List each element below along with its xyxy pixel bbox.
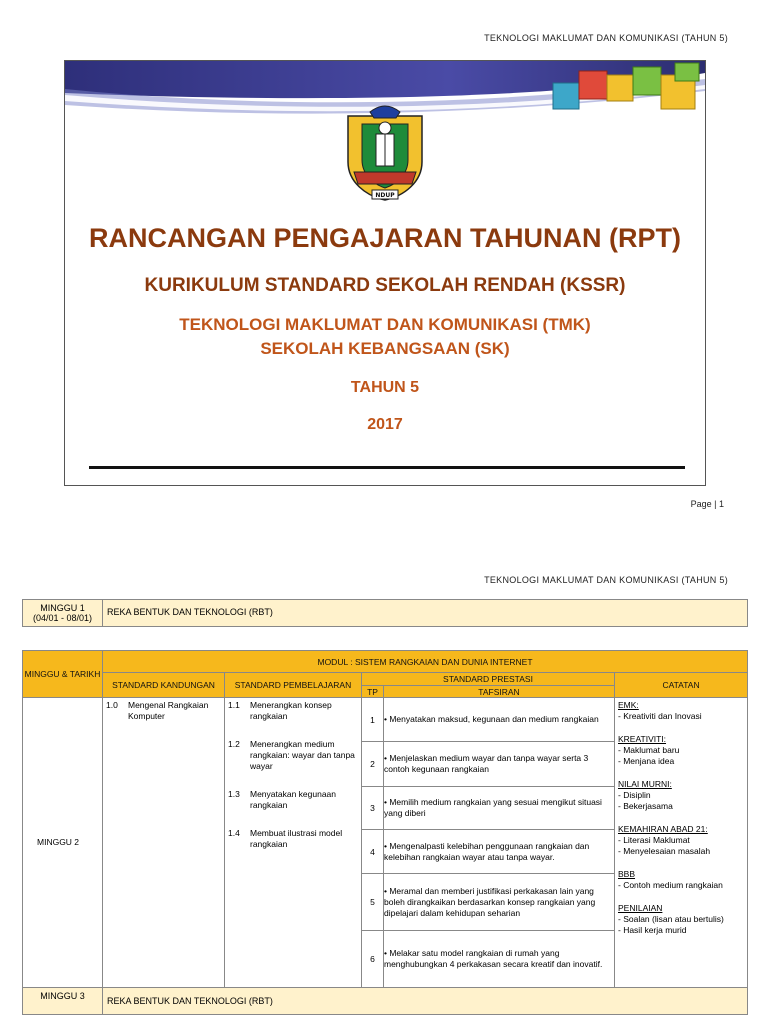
subject-title: TEKNOLOGI MAKLUMAT DAN KOMUNIKASI (TMK) (179, 315, 591, 334)
col-catatan-header (615, 673, 748, 698)
week1-cell (23, 600, 103, 626)
sp-item (225, 826, 361, 852)
catatan-section (618, 903, 744, 936)
tp-value: 2 (370, 759, 375, 769)
year-value: 2017 (367, 416, 403, 433)
sk-item (103, 698, 224, 724)
school-type: SEKOLAH KEBANGSAAN (SK) (260, 339, 510, 358)
divider-line (89, 466, 685, 469)
tafsiran-cell: • Menyatakan maksud, kegunaan dan medium rangkaian (384, 698, 615, 742)
catatan-item: - Literasi Maklumat (618, 835, 690, 845)
col-tp-header (362, 686, 384, 698)
catatan-heading: PENILAIAN (618, 903, 663, 913)
week3-label: MINGGU 3 (40, 991, 85, 1001)
tp-value: 4 (370, 846, 375, 857)
sk-cell (103, 698, 225, 988)
week3-cell (23, 988, 103, 1014)
tp-value: 5 (370, 897, 375, 907)
sp-text: Menyatakan kegunaan rangkaian (250, 789, 337, 810)
catatan-cell (615, 698, 748, 988)
page-number (691, 499, 724, 509)
tafsiran-text: Memilih medium rangkaian yang sesuai mengikut situasi yang diberi (384, 797, 602, 818)
sk-number: 1.0 (106, 700, 118, 710)
catatan-section (618, 824, 744, 857)
document-title: RANCANGAN PENGAJARAN TAHUNAN (RPT) (89, 223, 681, 253)
tafsiran-text: Melakar satu model rangkaian di rumah yang menghubungkan 4 perkakasan secara kreatif dan inovatif. (384, 948, 603, 969)
col-spr-header-text: STANDARD PRESTASI (443, 674, 533, 684)
week3-row (22, 987, 748, 1015)
tp-value: 1 (370, 714, 375, 725)
tp-value: 3 (370, 803, 375, 813)
cover-page (64, 60, 706, 486)
col-spr-header (362, 673, 615, 686)
tafsiran-cell: • Mengenalpasti kelebihan penggunaan rangkaian dan kelebihan rangkaian wayar atau tanpa wayar. (384, 830, 615, 874)
tp-cell (362, 787, 384, 830)
tafsiran-cell: • Menjelaskan medium wayar dan tanpa wayar serta 3 contoh kegunaan rangkaian (384, 742, 615, 787)
col-catatan-header-text: CATATAN (662, 680, 700, 690)
tp-cell (362, 830, 384, 874)
catatan-item: - Menjana idea (618, 756, 675, 766)
page-header: TEKNOLOGI MAKLUMAT DAN KOMUNIKASI (TAHUN 5) (484, 33, 728, 43)
week3-topic: REKA BENTUK DAN TEKNOLOGI (RBT) (107, 996, 273, 1006)
tp-value: 6 (370, 954, 375, 964)
document-subtitle: KURIKULUM STANDARD SEKOLAH RENDAH (KSSR) (144, 275, 626, 296)
tafsiran-text: Mengenalpasti kelebihan penggunaan rangkaian dan kelebihan rangkaian wayar atau tanpa wayar. (384, 840, 590, 862)
school-crest-logo (340, 104, 430, 202)
tafsiran-cell: • Memilih medium rangkaian yang sesuai mengikut situasi yang diberi (384, 787, 615, 830)
catatan-item: - Maklumat baru (618, 745, 680, 755)
rpt-table (22, 650, 748, 988)
col-week-header (23, 651, 103, 698)
catatan-section (618, 779, 744, 812)
catatan-section (618, 869, 744, 891)
week1-label: MINGGU 1 (40, 603, 85, 613)
col-tafsiran-header (384, 686, 615, 698)
catatan-heading: KEMAHIRAN ABAD 21: (618, 824, 708, 834)
sp-text: Menerangkan konsep rangkaian (250, 700, 332, 721)
col-sk-header (103, 673, 225, 698)
sk-text: Mengenal Rangkaian Komputer (128, 700, 209, 721)
col-tp-header-text: TP (367, 686, 378, 697)
catatan-item: - Soalan (lisan atau bertulis) (618, 914, 724, 924)
tafsiran-text: Menyatakan maksud, kegunaan dan medium rangkaian (389, 714, 599, 724)
sp-item (225, 787, 361, 813)
catatan-item: - Contoh medium rangkaian (618, 880, 723, 890)
catatan-item: - Disiplin (618, 790, 651, 800)
week1-dates: (04/01 - 08/01) (32, 613, 93, 623)
week1-topic: REKA BENTUK DAN TEKNOLOGI (RBT) (107, 607, 273, 617)
catatan-heading: EMK: (618, 700, 639, 710)
week-cell (23, 698, 103, 988)
sp-number: 1.3 (228, 789, 240, 799)
sp-item (225, 737, 361, 774)
sp-number: 1.4 (228, 828, 240, 838)
module-header-text: MODUL : SISTEM RANGKAIAN DAN DUNIA INTERNET (317, 656, 533, 667)
col-sk-header-text: STANDARD KANDUNGAN (112, 680, 215, 690)
sp-item (225, 698, 361, 724)
svg-text:NDUP: NDUP (375, 192, 395, 199)
catatan-item: - Kreativiti dan Inovasi (618, 711, 702, 721)
sp-number: 1.1 (228, 700, 240, 710)
tp-cell (362, 874, 384, 931)
col-week-header-text: MINGGU & TARIKH (24, 669, 101, 679)
tafsiran-cell: • Melakar satu model rangkaian di rumah yang menghubungkan 4 perkakasan secara kreatif dan inovatif. (384, 931, 615, 988)
tafsiran-text: Meramal dan memberi justifikasi perkakasan lain yang boleh dirangkaikan berdasarkan konsep rangkaian yang dipelajari dalam kehidupan seharian (384, 885, 596, 918)
tafsiran-text: Menjelaskan medium wayar dan tanpa wayar serta 3 contoh kegunaan rangkaian (384, 753, 589, 774)
col-sp-header (225, 673, 362, 698)
catatan-heading: BBB (618, 869, 636, 879)
col-tafsiran-header-text: TAFSIRAN (478, 686, 520, 697)
page-number-text: Page | 1 (690, 499, 724, 509)
catatan-heading: KREATIVITI: (618, 734, 667, 744)
week-label: MINGGU 2 (37, 837, 80, 847)
tafsiran-cell: • Meramal dan memberi justifikasi perkakasan lain yang boleh dirangkaikan berdasarkan konsep rangkaian yang dipelajari dalam kehidupan seharian (384, 874, 615, 931)
module-header (103, 651, 748, 673)
col-sp-header-text: STANDARD PEMBELAJARAN (234, 680, 352, 690)
year-label: TAHUN 5 (350, 379, 420, 396)
catatan-section (618, 700, 744, 722)
catatan-item: - Bekerjasama (618, 801, 673, 811)
catatan-section (618, 734, 744, 767)
week1-row (22, 599, 748, 627)
sp-number: 1.2 (228, 739, 240, 749)
tp-cell (362, 742, 384, 787)
tp-cell (362, 698, 384, 742)
catatan-item: - Hasil kerja murid (618, 925, 687, 935)
catatan-heading: NILAI MURNI: (618, 779, 672, 789)
sp-text: Membuat ilustrasi model rangkaian (250, 828, 343, 849)
tp-cell (362, 931, 384, 988)
page-header-2: TEKNOLOGI MAKLUMAT DAN KOMUNIKASI (TAHUN 5) (484, 575, 728, 585)
sp-text: Menerangkan medium rangkaian: wayar dan tanpa wayar (250, 739, 355, 771)
catatan-item: - Menyelesaian masalah (618, 846, 711, 856)
sp-cell (225, 698, 362, 988)
